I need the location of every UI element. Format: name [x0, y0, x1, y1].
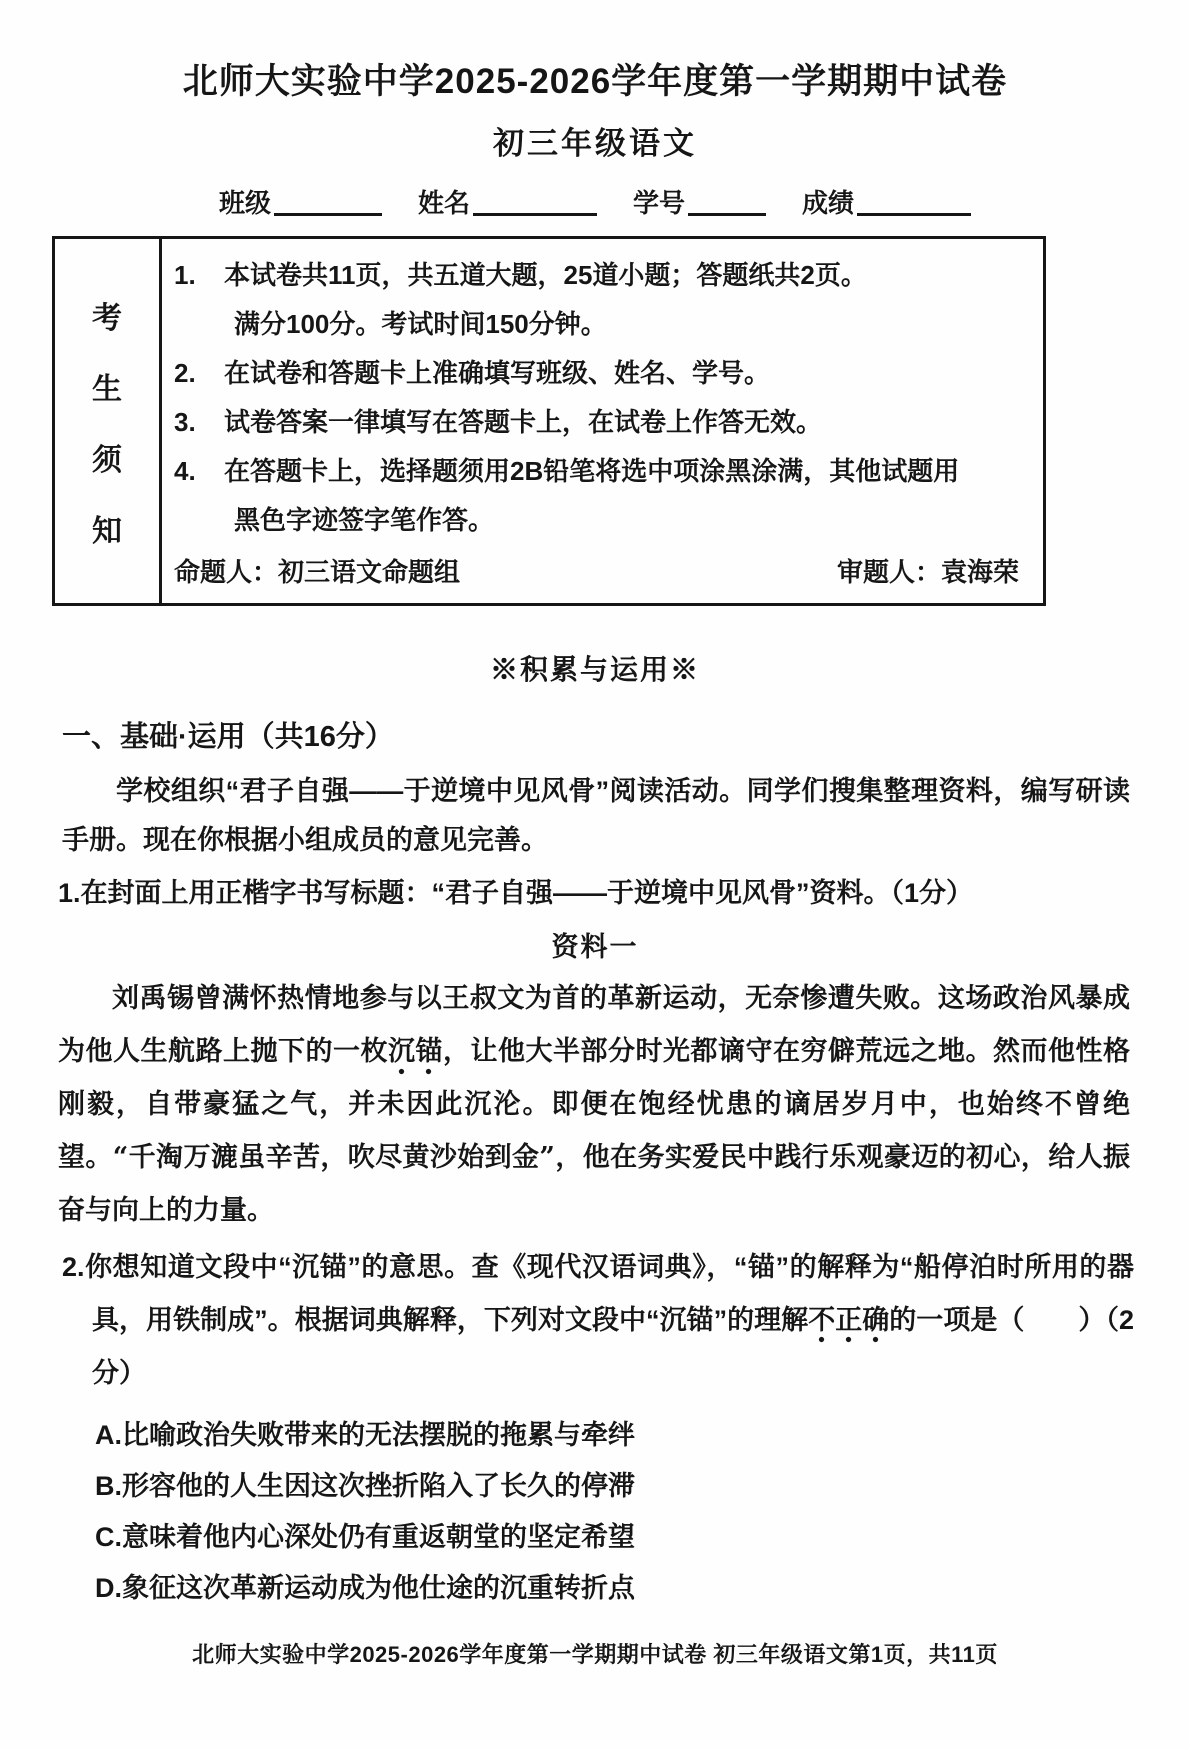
notice-item-1-continued [174, 300, 1025, 349]
page-subtitle: 初三年级语文 [493, 126, 697, 161]
notice-item-text: 黑色字迹签字笔作答。 [234, 505, 495, 535]
passage-emphasized-term: 沉锚 [388, 1036, 443, 1076]
option-c: C.意味着他内心深处仍有重返朝堂的坚定希望 [95, 1522, 635, 1552]
passage-text-before: 刘禹锡曾满怀热情地参与以王叔文为首的革新运动，无奈惨遭失败。这场政治风暴成为他人生航路上抛下的一枚 [58, 983, 1130, 1067]
class-blank-line [274, 186, 382, 216]
name-label: 姓名 [417, 188, 470, 218]
notice-item-4 [174, 447, 1025, 496]
student-id-blank-line [688, 186, 766, 216]
candidate-notice-box [52, 236, 1046, 606]
student-id-label: 学号 [633, 188, 686, 218]
notice-item-1 [174, 251, 1025, 300]
question-reviewer: 审题人：袁海荣 [836, 557, 1019, 587]
option-b: B.形容他的人生因这次挫折陷入了长久的停滞 [95, 1471, 635, 1501]
material-1-passage [58, 972, 1130, 1237]
notice-side-label [55, 239, 162, 603]
side-char: 知 [92, 514, 122, 548]
notice-item-number: 3. [174, 407, 196, 437]
notice-item-number-spacer [174, 496, 224, 545]
side-char: 考 [92, 301, 122, 335]
question-1: 1.在封面上用正楷字书写标题：“君子自强——于逆境中见风骨”资料。（1分） [58, 878, 974, 908]
student-info-row [0, 183, 1190, 220]
notice-item-text: 在试卷和答题卡上准确填写班级、姓名、学号。 [224, 358, 771, 388]
question-2 [62, 1241, 1134, 1400]
question-setter: 命题人：初三语文命题组 [174, 557, 461, 587]
notice-item-4-continued [174, 496, 1025, 545]
question-2-text-after: 的一项是（ ）（2分） [92, 1305, 1134, 1388]
question-2-options [95, 1410, 1190, 1614]
notice-footer-row [174, 545, 1025, 599]
notice-item-text: 试卷答案一律填写在答题卡上，在试卷上作答无效。 [224, 407, 823, 437]
question-2-emphasized-term: 不正确 [808, 1305, 889, 1344]
notice-item-3 [174, 398, 1025, 447]
part-one-heading: 一、基础·运用（共16分） [62, 721, 394, 753]
notice-item-2 [174, 349, 1025, 398]
side-char: 生 [92, 372, 122, 406]
option-a: A.比喻政治失败带来的无法摆脱的拖累与牵绊 [95, 1420, 635, 1450]
passage-text-after: ，让他大半部分时光都谪守在穷僻荒远之地。然而他性格刚毅，自带豪猛之气，并未因此沉沦。即便在饱经忧患的谪居岁月中，也始终不曾绝望。“千淘万漉虽辛苦，吹尽黄沙始到金”，他在务实爱民中践行乐观豪迈的初心，给人振奋与向上的力量。 [58, 1036, 1130, 1226]
score-blank-line [857, 186, 971, 216]
notice-item-text: 本试卷共11页，共五道大题，25道小题；答题纸共2页。 [224, 260, 867, 290]
section-banner: ※积累与运用※ [489, 654, 700, 685]
option-d: D.象征这次革新运动成为他仕途的沉重转折点 [95, 1573, 635, 1603]
class-label: 班级 [218, 188, 271, 218]
notice-item-number: 4. [174, 456, 196, 486]
page-footer: 北师大实验中学2025-2026学年度第一学期期中试卷 初三年级语文第1页，共11页 [192, 1642, 998, 1667]
intro-paragraph: 学校组织“君子自强——于逆境中见风骨”阅读活动。同学们搜集整理资料，编写研读手册。现在你根据小组成员的意见完善。 [62, 776, 1130, 855]
name-blank-line [473, 186, 597, 216]
page-title: 北师大实验中学2025-2026学年度第一学期期中试卷 [182, 62, 1008, 101]
material-1-heading: 资料一 [551, 932, 639, 962]
notice-item-number-spacer [174, 300, 224, 349]
score-label: 成绩 [802, 188, 855, 218]
notice-content [162, 239, 1043, 603]
notice-item-text: 在答题卡上，选择题须用2B铅笔将选中项涂黑涂满，其他试题用 [224, 456, 960, 486]
notice-item-text: 满分100分。考试时间150分钟。 [234, 309, 607, 339]
notice-item-number: 1. [174, 260, 196, 290]
question-2-text-before: 2.你想知道文段中“沉锚”的意思。查《现代汉语词典》，“锚”的解释为“船停泊时所用的器具，用铁制成”。根据词典解释，下列对文段中“沉锚”的理解 [62, 1252, 1134, 1335]
side-char: 须 [92, 443, 122, 477]
notice-item-number: 2. [174, 358, 196, 388]
